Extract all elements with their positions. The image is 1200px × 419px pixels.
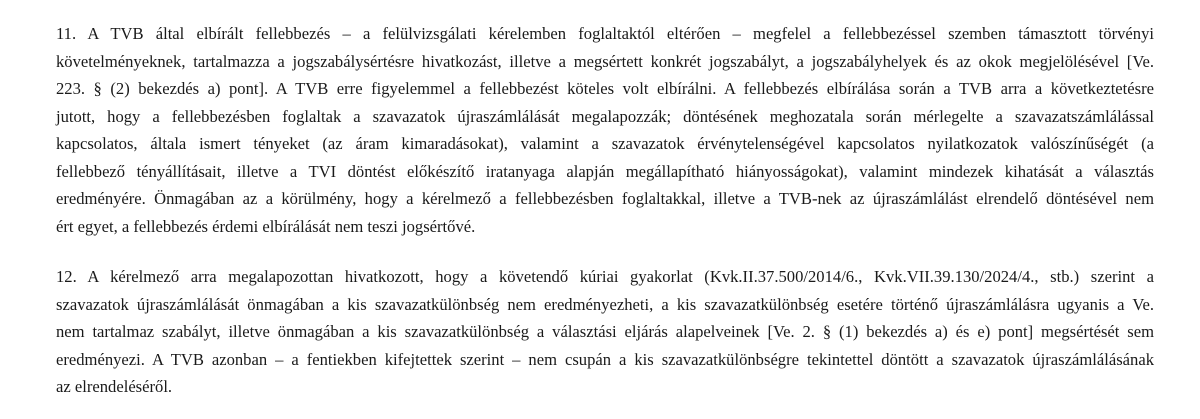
- text-line: fellebbező tényállításait, illetve a TVI döntést előkészítő iratanyaga alapján megállapítható hiányosságokat), valamint mindezek kihatását a választás: [56, 161, 1154, 181]
- text-line: eredményére. Önmagában az a körülmény, hogy a kérelmező a fellebbezésben foglaltakkal, illetve a TVB-nek az újraszámlálást elrendelő döntésével nem: [56, 189, 1154, 208]
- paragraph-11: [56, 20, 1154, 240]
- text-line: szavazatok újraszámlálását önmagában a kis szavazatkülönbség nem eredményezheti, a kis szavazatkülönbség esetére történő újraszámlálásra ugyanis a Ve.: [56, 294, 1154, 314]
- text-line: jutott, hogy a fellebbezésben foglaltak a szavazatok újraszámlálását megalapozzák; döntésének meghozatala során mérlegelte a szavazatszámlálással: [56, 106, 1154, 126]
- text-line: 223. § (2) bekezdés a) pont]. A TVB erre figyelemmel a fellebbezést köteles volt elbírálni. A fellebbezés elbírálása során a TVB arra a következtetésre: [56, 79, 1154, 98]
- text-line: kapcsolatos, általa ismert tényeket (az áram kimaradásokat), valamint a szavazatok érvénytelenségével kapcsolatos nyilatkozatok valószínűségét (a: [56, 134, 1154, 153]
- text-line: 11. A TVB által elbírált fellebbezés – a felülvizsgálati kérelemben foglaltaktól eltérően – megfelel a fellebbezéssel szemben támasztott törvényi: [56, 24, 1154, 43]
- text-line: nem tartalmaz szabályt, illetve önmagában a kis szavazatkülönbség a választási eljárás alapelveinek [Ve. 2. § (1) bekezdés a) és e) pont] megsértését sem: [56, 322, 1154, 341]
- text-line: eredményezi. A TVB azonban – a fentiekben kifejtettek szerint – nem csupán a kis szavazatkülönbségre tekintettel döntött a szavazatok újraszámlálásának: [56, 349, 1154, 369]
- text-line: 12. A kérelmező arra megalapozottan hivatkozott, hogy a követendő kúriai gyakorlat (Kvk.II.37.500/2014/6., Kvk.VII.39.130/2024/4., stb.) szerint a: [56, 267, 1154, 286]
- paragraph-12: [56, 263, 1154, 401]
- text-line: az elrendeléséről.: [56, 377, 173, 396]
- text-line: ért egyet, a fellebbezés érdemi elbírálását nem teszi jogsértővé.: [56, 216, 476, 236]
- text-line: követelményeknek, tartalmazza a jogszabálysértésre hivatkozást, illetve a megsértett konkrét jogszabályt, a jogszabályhelyek és az okok megjelölésével [Ve.: [56, 51, 1154, 71]
